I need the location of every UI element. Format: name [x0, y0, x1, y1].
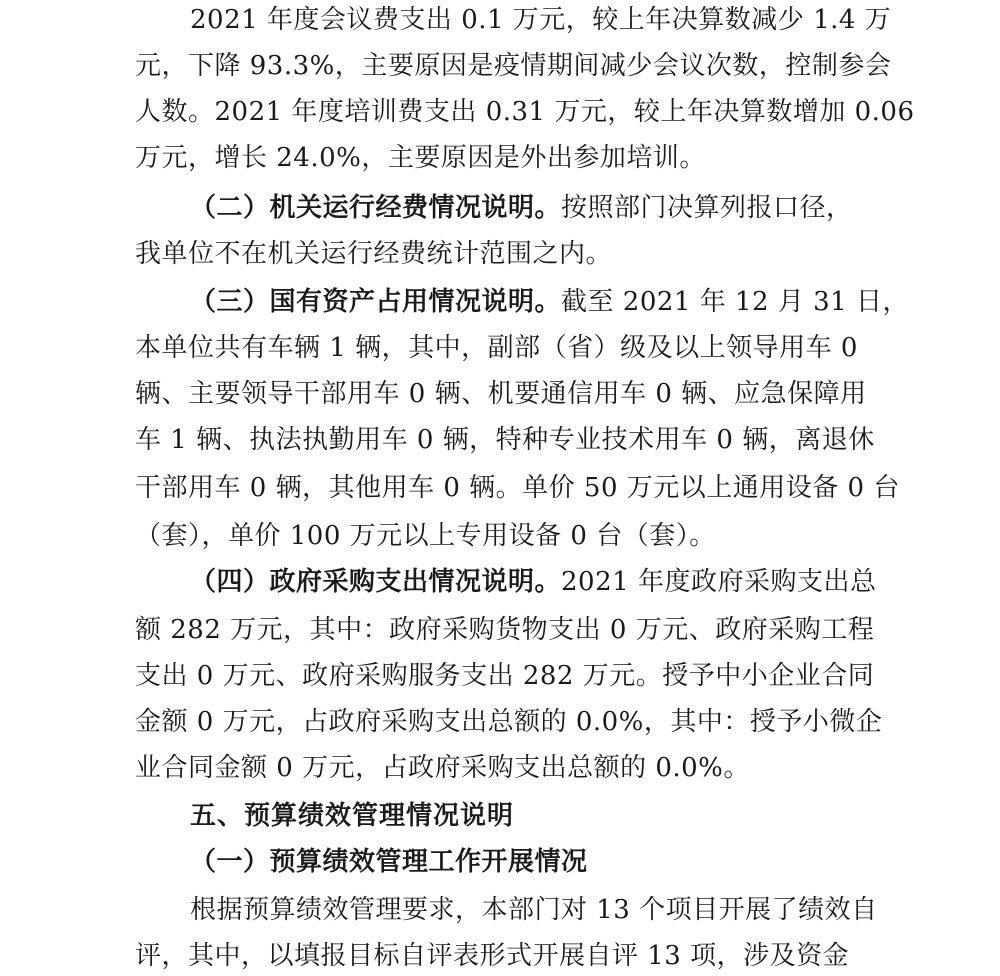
subsection-heading: （一）预算绩效管理工作开展情况 [190, 847, 588, 877]
paragraph-line: 我单位不在机关运行经费统计范围之内。 [135, 239, 613, 269]
paragraph-line: （套），单价 100 万元以上专用设备 0 台（套）。 [135, 521, 716, 551]
paragraph-line: 根据预算绩效管理要求，本部门对 13 个项目开展了绩效自 [190, 895, 878, 925]
paragraph-line: 干部用车 0 辆，其他用车 0 辆。单价 50 万元以上通用设备 0 台 [135, 473, 900, 503]
paragraph-line [0, 562, 1000, 602]
paragraph-line: 万元，增长 24.0%，主要原因是外出参加培训。 [135, 143, 706, 173]
paragraph-line: 2021 年度会议费支出 0.1 万元，较上年决算数减少 1.4 万 [190, 5, 892, 35]
subsection-heading: （三）国有资产占用情况说明。 [190, 287, 562, 317]
paragraph-line: 本单位共有车辆 1 辆，其中，副部（省）级及以上领导用车 0 [135, 333, 858, 363]
section-title: 五、预算绩效管理情况说明 [190, 801, 515, 831]
paragraph-text: 截至 2021 年 12 月 31 日， [561, 287, 909, 317]
subsection-heading: （二）机关运行经费情况说明。 [190, 193, 562, 223]
paragraph-line: 金额 0 万元，占政府采购支出总额的 0.0%，其中：授予小微企 [135, 707, 883, 737]
paragraph-line: 评，其中，以填报目标自评表形式开展自评 13 项，涉及资金 [135, 941, 850, 971]
paragraph-line: 额 282 万元，其中：政府采购货物支出 0 万元、政府采购工程 [135, 615, 875, 645]
paragraph-line: 人数。2021 年度培训费支出 0.31 万元，较上年决算数增加 0.06 [135, 97, 915, 127]
subsection-heading: （四）政府采购支出情况说明。 [190, 567, 562, 597]
paragraph-line: 支出 0 万元、政府采购服务支出 282 万元。授予中小企业合同 [135, 661, 875, 691]
paragraph-line: 辆、主要领导干部用车 0 辆、机要通信用车 0 辆、应急保障用 [135, 379, 867, 409]
paragraph-text: 按照部门决算列报口径， [561, 193, 853, 223]
paragraph-line: 元，下降 93.3%，主要原因是疫情期间减少会议次数，控制参会 [135, 51, 892, 81]
paragraph-line: 业合同金额 0 万元，占政府采购支出总额的 0.0%。 [135, 753, 750, 783]
paragraph-line [0, 188, 1000, 228]
paragraph-line: 车 1 辆、执法执勤用车 0 辆，特种专业技术用车 0 辆，离退休 [135, 425, 875, 455]
paragraph-line [0, 282, 1000, 322]
paragraph-text: 2021 年度政府采购支出总 [561, 567, 877, 597]
